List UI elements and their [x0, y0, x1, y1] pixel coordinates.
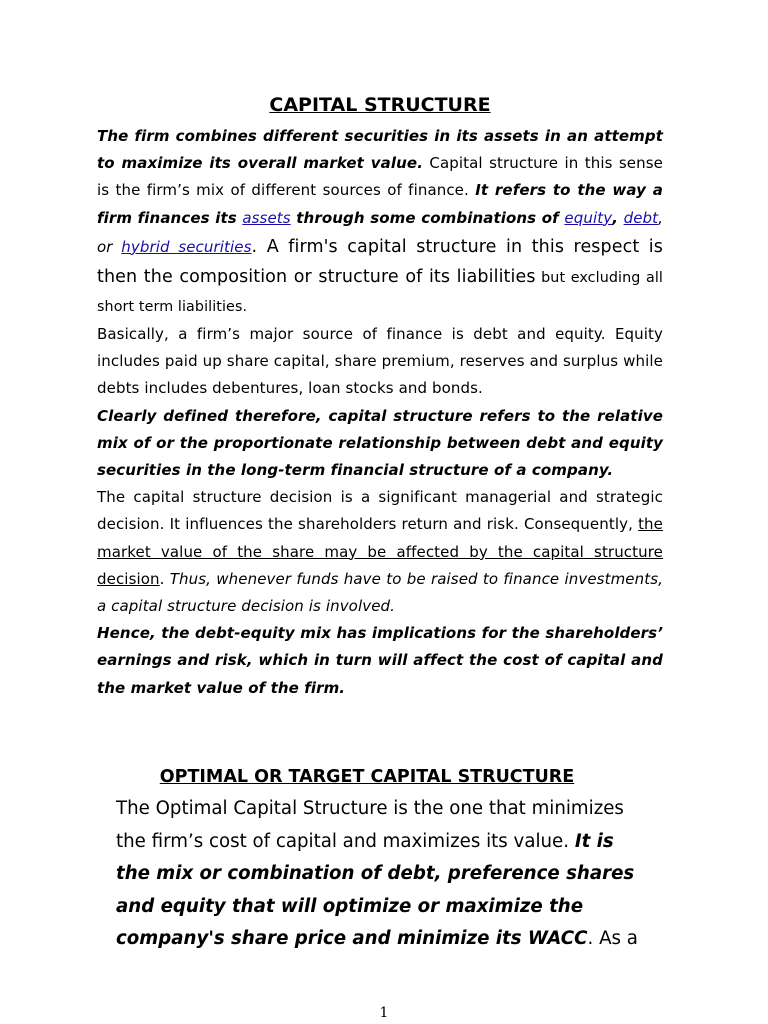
decision-period: . [159, 569, 170, 588]
exclusion-text: but excluding all short term liabilities. [97, 270, 664, 315]
definition-lead: The firm combines different securities in its assets in an attempt to maximize its overall market value. [97, 127, 663, 173]
definition-text: Capital structure in this sense is the firm’s mix of different sources of finance. [97, 154, 663, 200]
comma-separator: , [612, 208, 624, 227]
definition-combinations: through some combinations of [290, 208, 565, 227]
page-number: 1 [379, 1005, 389, 1021]
assets-link[interactable]: assets [242, 208, 291, 227]
decision-underlined: the market value of the share may be affected by the capital structure decision [97, 515, 663, 588]
composition-text: . A firm's capital structure in this respect is then the composition or structure of its liabilities [97, 236, 663, 288]
equity-link[interactable]: equity [564, 208, 613, 227]
optimal-mix-text: It is the mix or combination of debt, preference shares and equity that will optimize or maximize the company's share price and minimize its WACC [116, 830, 635, 949]
decision-text: The capital structure decision is a significant managerial and strategic decision. It influences the shareholders return and risk. Consequently, [97, 488, 663, 534]
definition-refers: It refers to the way a firm finances its [97, 181, 664, 227]
paragraph-decision [97, 484, 663, 620]
paragraph-clear-definition: Clearly defined therefore, capital structure refers to the relative mix of or the proportionate relationship between debt and equity securities in the long-term financial structure of a company. [97, 406, 663, 480]
paragraph-sources: Basically, a firm’s major source of finance is debt and equity. Equity includes paid up share capital, share premium, reserves and surplus while debts includes debentures, loan stocks and bonds. [97, 325, 663, 398]
paragraph-optimal [116, 793, 648, 956]
paragraph-definition [97, 123, 663, 321]
optimal-continuation: . As a [587, 928, 638, 949]
optimal-text: The Optimal Capital Structure is the one that minimizes the firm’s cost of capital and maximizes its value. [116, 798, 624, 852]
or-separator: , or [97, 208, 664, 256]
section-body-optimal [116, 793, 648, 956]
document-body [97, 123, 663, 702]
paragraph-implications: Hence, the debt-equity mix has implications for the shareholders’ earnings and risk, which in turn will affect the cost of capital and the market value of the firm. [97, 624, 663, 697]
decision-italic: Thus, whenever funds have to be raised to finance investments, a capital structure decision is involved. [97, 569, 663, 616]
page-title: CAPITAL STRUCTURE [269, 94, 491, 116]
section-title-optimal: OPTIMAL OR TARGET CAPITAL STRUCTURE [159, 767, 575, 787]
debt-link[interactable]: debt [623, 208, 659, 227]
hybrid-securities-link[interactable]: hybrid securities [121, 237, 252, 256]
